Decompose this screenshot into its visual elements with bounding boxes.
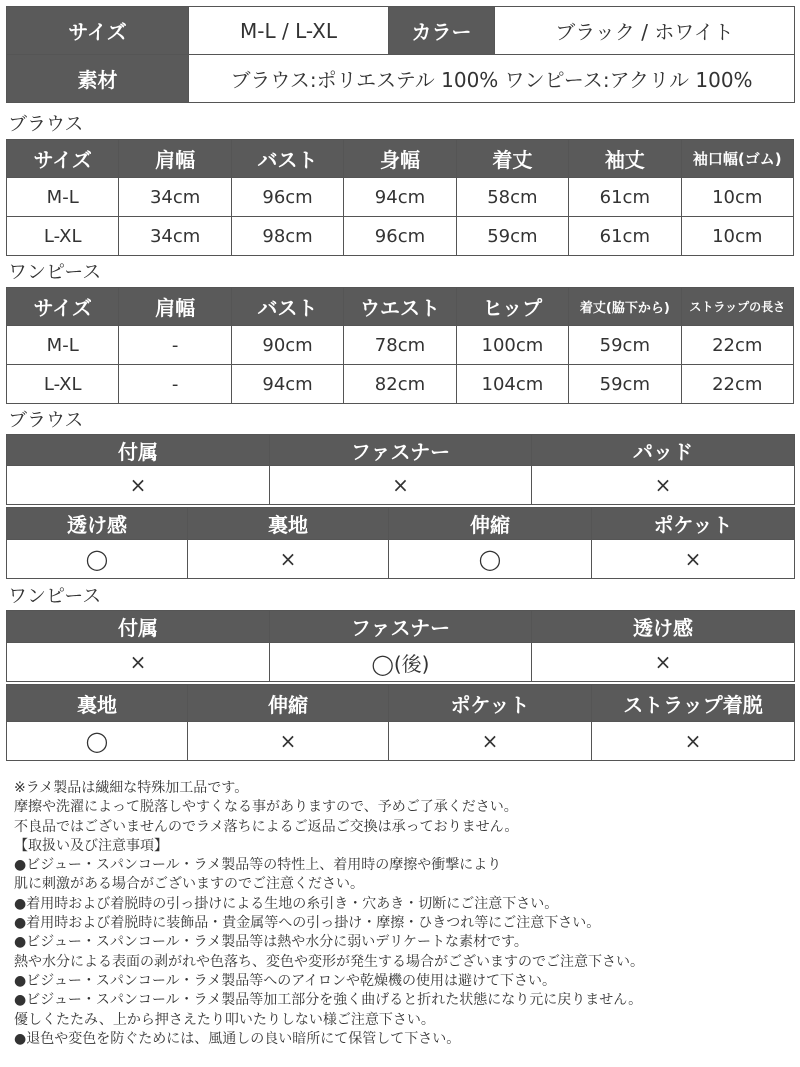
table-row xyxy=(7,365,794,404)
table-header: 伸縮 xyxy=(188,685,389,722)
table-cell: × xyxy=(532,643,795,682)
table-row xyxy=(7,217,794,256)
table-header: 付属 xyxy=(7,611,270,643)
table-cell: × xyxy=(592,540,795,579)
table-header: 裏地 xyxy=(7,685,188,722)
table-cell: × xyxy=(7,466,270,505)
table-cell: × xyxy=(188,722,389,761)
table-header: 着丈 xyxy=(456,140,568,178)
table-cell: 22cm xyxy=(681,365,793,404)
table-header: 肩幅 xyxy=(119,288,231,326)
table-header: ポケット xyxy=(389,685,592,722)
table-cell: × xyxy=(188,540,389,579)
table-header: 着丈(脇下から) xyxy=(569,288,681,326)
table-header: 袖口幅(ゴム) xyxy=(681,140,793,178)
table-cell: - xyxy=(119,365,231,404)
blouse-spec-table-1 xyxy=(6,434,795,505)
table-header: ストラップの長さ xyxy=(681,288,793,326)
table-cell: 10cm xyxy=(681,178,793,217)
note-line: ●退色や変色を防ぐためには、風通しの良い暗所にて保管して下さい。 xyxy=(14,1030,461,1047)
note-line: ※ラメ製品は繊細な特殊加工品です。 xyxy=(14,780,249,796)
onepiece-size-table xyxy=(6,287,794,404)
product-info-table xyxy=(6,6,795,103)
table-header: 透け感 xyxy=(532,611,795,643)
table-header: 透け感 xyxy=(7,508,188,540)
table-header: 肩幅 xyxy=(119,140,231,178)
table-cell: 59cm xyxy=(456,217,568,256)
table-cell: M-L xyxy=(7,326,119,365)
blouse-spec-title: ブラウス xyxy=(8,409,84,431)
table-header: 付属 xyxy=(7,435,270,466)
table-cell: 94cm xyxy=(231,365,343,404)
note-line: ●ビジュー・スパンコール・ラメ製品等へのアイロンや乾燥機の使用は避けて下さい。 xyxy=(14,972,556,989)
table-header: 身幅 xyxy=(344,140,456,178)
table-header: 袖丈 xyxy=(569,140,681,178)
note-line: 【取扱い及び注意事項】 xyxy=(14,837,168,854)
table-cell: 34cm xyxy=(119,178,231,217)
table-row xyxy=(7,540,795,579)
note-line: 優しくたたみ、上から押さえたり叩いたりしない様ご注意下さい。 xyxy=(14,1011,435,1028)
table-header: パッド xyxy=(532,435,795,466)
table-cell: 104cm xyxy=(456,365,568,404)
table-cell: 61cm xyxy=(569,217,681,256)
material-value: ブラウス:ポリエステル 100% ワンピース:アクリル 100% xyxy=(189,55,795,103)
table-row xyxy=(7,722,795,761)
note-line: 熱や水分による表面の剥がれや色落ち、変色や変形が発生する場合がございますのでご注意下さい。 xyxy=(14,953,644,970)
table-cell: 90cm xyxy=(231,326,343,365)
table-cell: 96cm xyxy=(231,178,343,217)
table-header: ファスナー xyxy=(270,435,532,466)
table-cell: 61cm xyxy=(569,178,681,217)
note-line: ●着用時および着脱時に装飾品・貴金属等への引っ掛け・摩擦・ひきつれ等にご注意下さい。 xyxy=(14,915,601,932)
table-cell: 100cm xyxy=(456,326,568,365)
table-cell: - xyxy=(119,326,231,365)
table-header: サイズ xyxy=(7,288,119,326)
table-row xyxy=(7,326,794,365)
table-cell: × xyxy=(7,643,270,682)
note-line: ●ビジュー・スパンコール・ラメ製品等の特性上、着用時の摩擦や衝撃により xyxy=(14,857,502,874)
note-line: ●ビジュー・スパンコール・ラメ製品等加工部分を強く曲げると折れた状態になり元に戻りません。 xyxy=(14,992,643,1009)
table-cell: 78cm xyxy=(344,326,456,365)
table-cell: 96cm xyxy=(344,217,456,256)
table-cell: 59cm xyxy=(569,365,681,404)
note-line: 摩擦や洗濯によって脱落しやすくなる事がありますので、予めご了承ください。 xyxy=(14,799,518,816)
note-line: 不良品ではございませんのでラメ落ちによるご返品ご交換は承っておりません。 xyxy=(14,818,519,835)
color-label: カラー xyxy=(389,7,495,55)
table-header: ヒップ xyxy=(456,288,568,326)
table-header: ファスナー xyxy=(270,611,532,643)
table-cell: 58cm xyxy=(456,178,568,217)
table-header: バスト xyxy=(231,288,343,326)
table-header: サイズ xyxy=(7,140,119,178)
table-header: ウエスト xyxy=(344,288,456,326)
blouse-size-title: ブラウス xyxy=(8,113,84,135)
table-cell: 59cm xyxy=(569,326,681,365)
table-cell: 10cm xyxy=(681,217,793,256)
onepiece-spec-table-2 xyxy=(6,684,795,761)
size-value: M-L / L-XL xyxy=(189,7,389,55)
table-cell: ◯ xyxy=(7,722,188,761)
table-header: ストラップ着脱 xyxy=(592,685,795,722)
table-cell: 94cm xyxy=(344,178,456,217)
table-cell: 82cm xyxy=(344,365,456,404)
table-cell: ◯(後) xyxy=(270,643,532,682)
size-label: サイズ xyxy=(7,7,189,55)
table-cell: 98cm xyxy=(231,217,343,256)
onepiece-spec-title: ワンピース xyxy=(8,585,102,607)
note-line: 肌に刺激がある場合がございますのでご注意ください。 xyxy=(14,876,364,893)
table-cell: M-L xyxy=(7,178,119,217)
onepiece-size-title: ワンピース xyxy=(8,261,102,283)
note-line: ●ビジュー・スパンコール・ラメ製品等は熱や水分に弱いデリケートな素材です。 xyxy=(14,934,528,951)
table-cell: 34cm xyxy=(119,217,231,256)
table-row xyxy=(7,178,794,217)
table-row xyxy=(7,643,795,682)
color-value: ブラック / ホワイト xyxy=(495,7,795,55)
material-label: 素材 xyxy=(7,55,189,103)
table-cell: L-XL xyxy=(7,217,119,256)
table-header: 裏地 xyxy=(188,508,389,540)
table-header: 伸縮 xyxy=(389,508,592,540)
table-cell: × xyxy=(592,722,795,761)
table-cell: L-XL xyxy=(7,365,119,404)
table-cell: × xyxy=(532,466,795,505)
blouse-size-table xyxy=(6,139,794,256)
table-cell: × xyxy=(389,722,592,761)
note-line: ●着用時および着脱時の引っ掛けによる生地の糸引き・穴あき・切断にご注意下さい。 xyxy=(14,895,559,912)
table-cell: ◯ xyxy=(389,540,592,579)
care-notes xyxy=(14,779,794,1049)
table-cell: × xyxy=(270,466,532,505)
table-header: バスト xyxy=(231,140,343,178)
table-row xyxy=(7,466,795,505)
table-cell: 22cm xyxy=(681,326,793,365)
onepiece-spec-table-1 xyxy=(6,610,795,682)
blouse-spec-table-2 xyxy=(6,507,795,579)
table-header: ポケット xyxy=(592,508,795,540)
table-cell: ◯ xyxy=(7,540,188,579)
